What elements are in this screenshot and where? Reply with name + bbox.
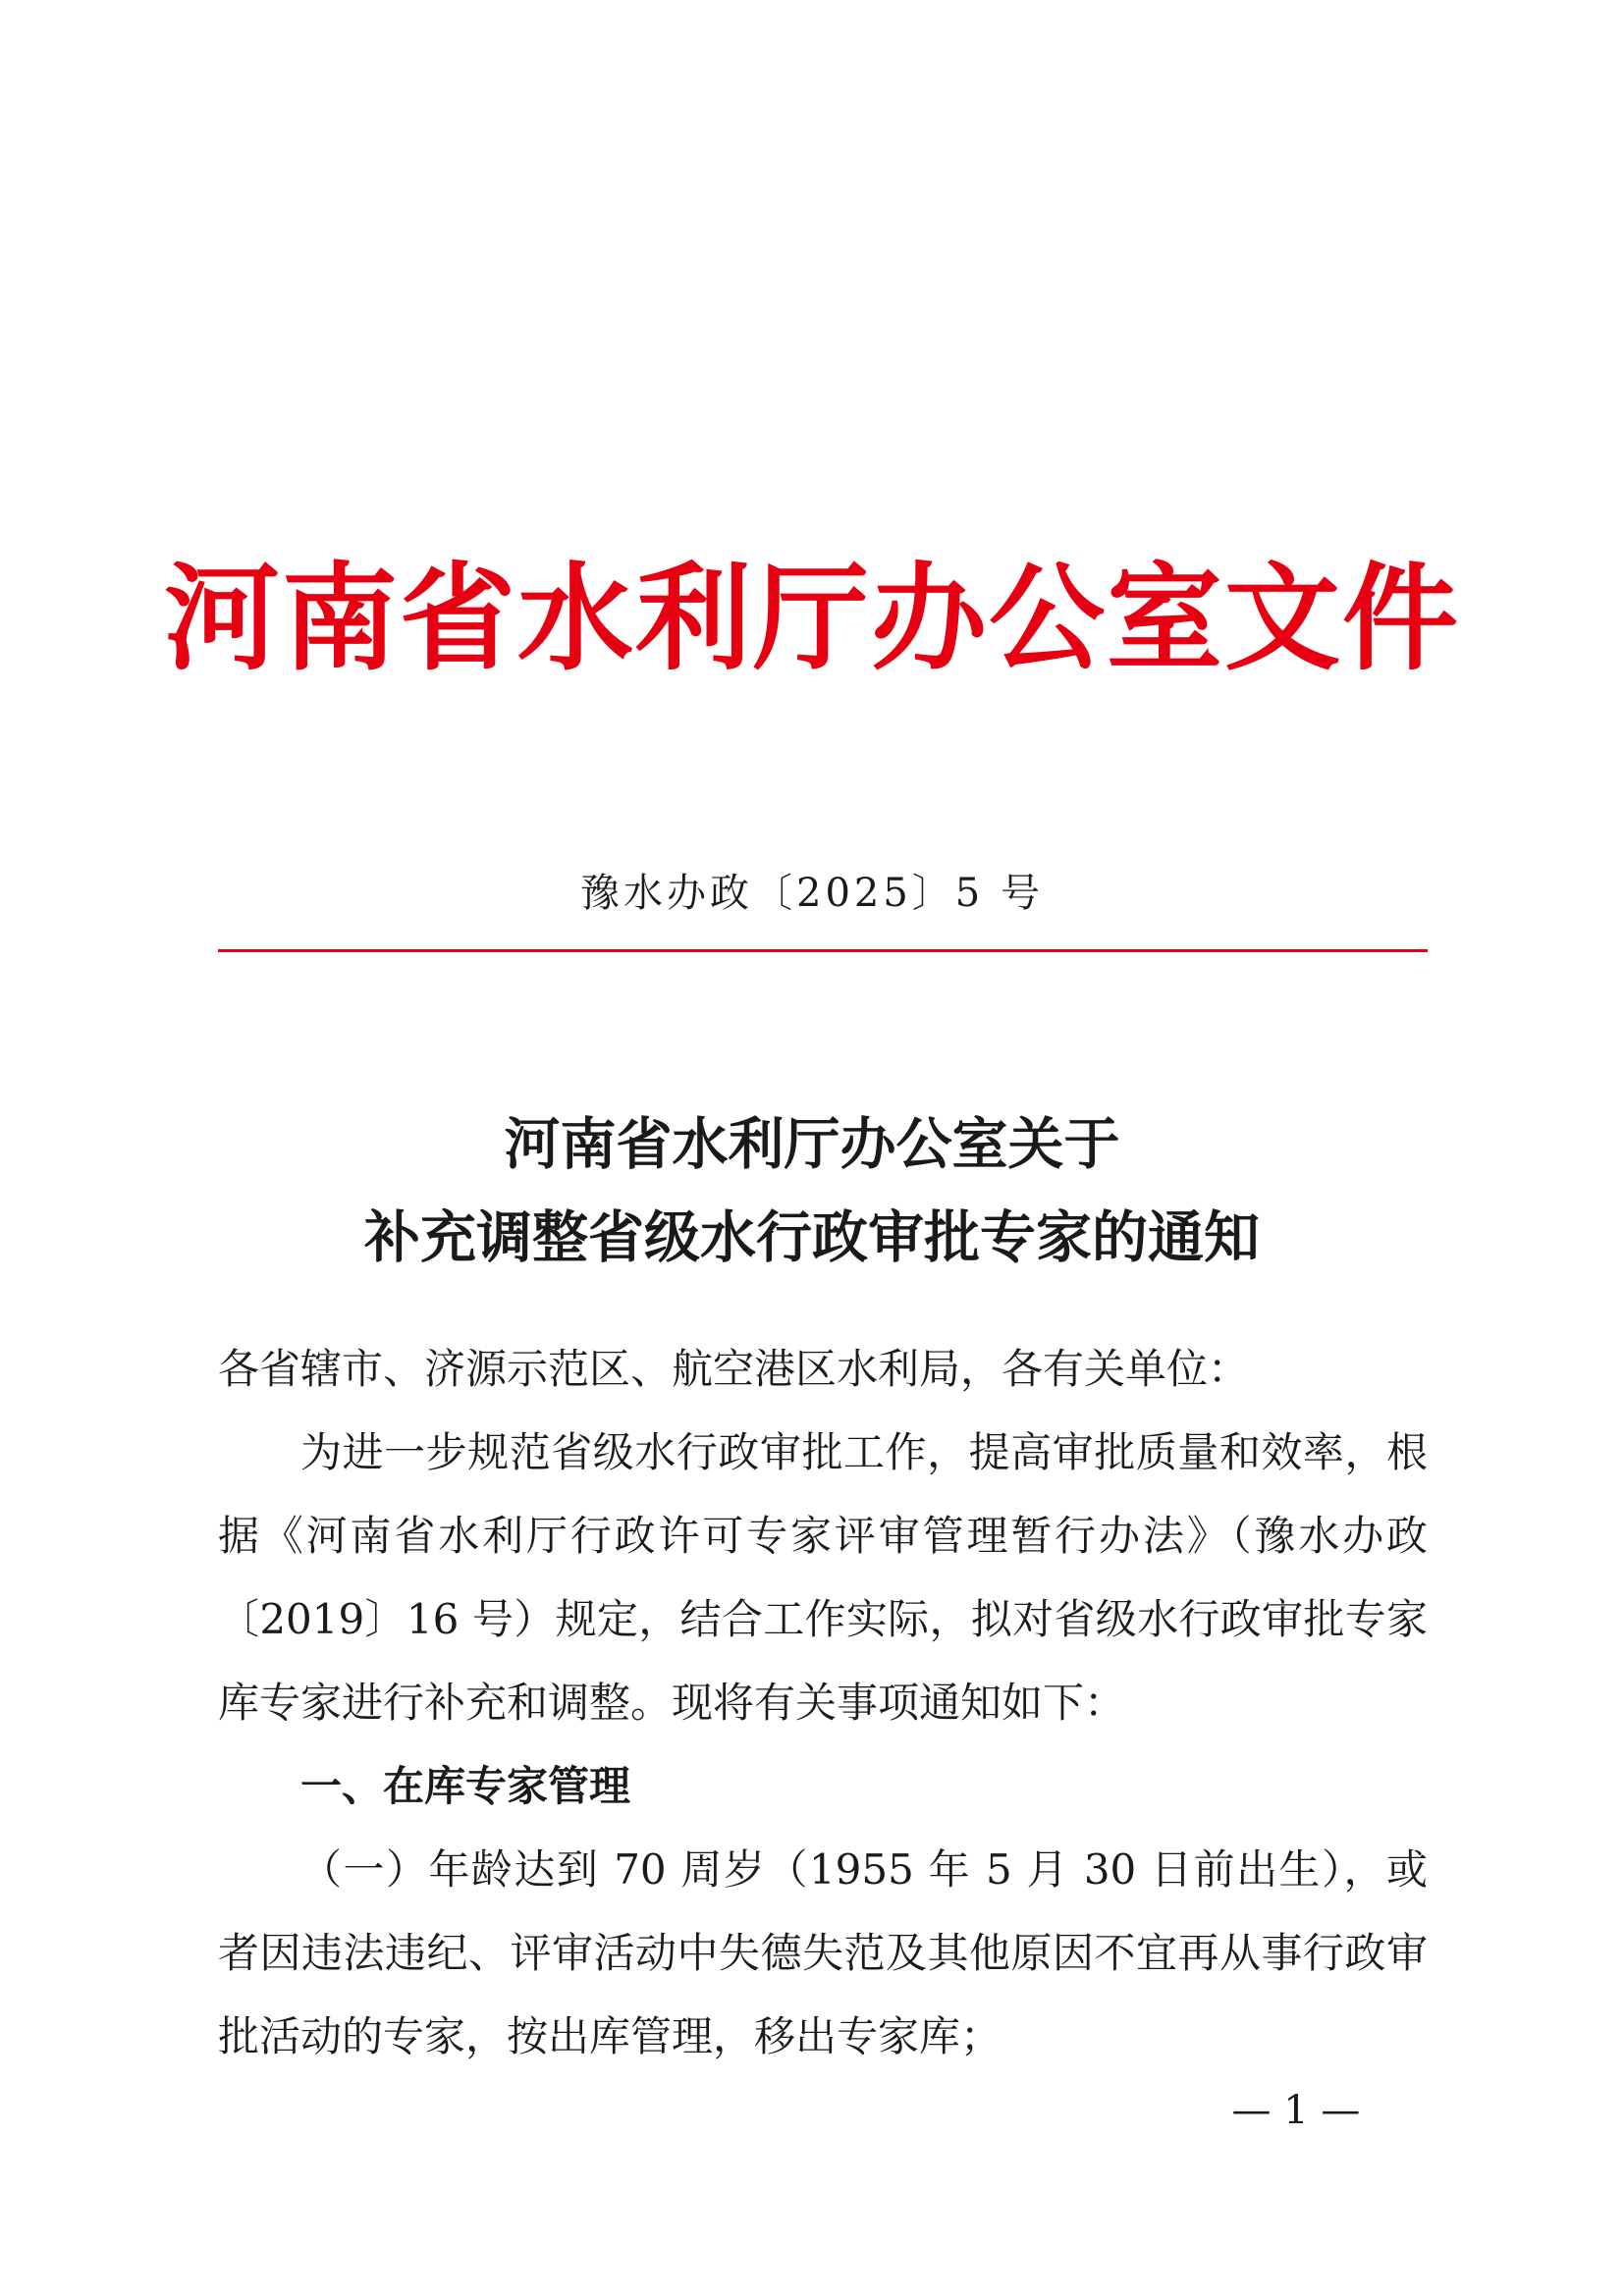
salutation: 各省辖市、济源示范区、航空港区水利局，各有关单位： <box>218 1345 1250 1393</box>
title-line-2: 补充调整省级水行政审批专家的通知 <box>364 1204 1260 1270</box>
section-heading: 一、在库专家管理 <box>300 1762 631 1810</box>
item-paragraph: （一）年龄达到 70 周岁（1955 年 5 月 30 日前出生），或者因违法违纪、评审活动中失德失范及其他原因不宜再从事行政审批活动的专家，按出库管理，移出专家库； <box>218 1845 1428 2060</box>
red-divider-line <box>218 949 1428 952</box>
document-number: 豫水办政〔2025〕5 号 <box>580 871 1044 916</box>
document-title <box>0 1097 1624 1284</box>
intro-paragraph: 为进一步规范省级水行政审批工作，提高审批质量和效率，根据《河南省水利厅行政许可专家评审管理暂行办法》（豫水办政〔2019〕16 号）规定，结合工作实际，拟对省级水行政审批专家库专家进行补充和调整。现将有关事项通知如下： <box>218 1428 1428 1727</box>
title-line-1: 河南省水利厅办公室关于 <box>504 1111 1120 1177</box>
masthead-title: 河南省水利厅办公室文件 <box>163 550 1460 686</box>
page-number: — 1 — <box>1231 2088 1361 2133</box>
document-body <box>218 1327 1428 2078</box>
